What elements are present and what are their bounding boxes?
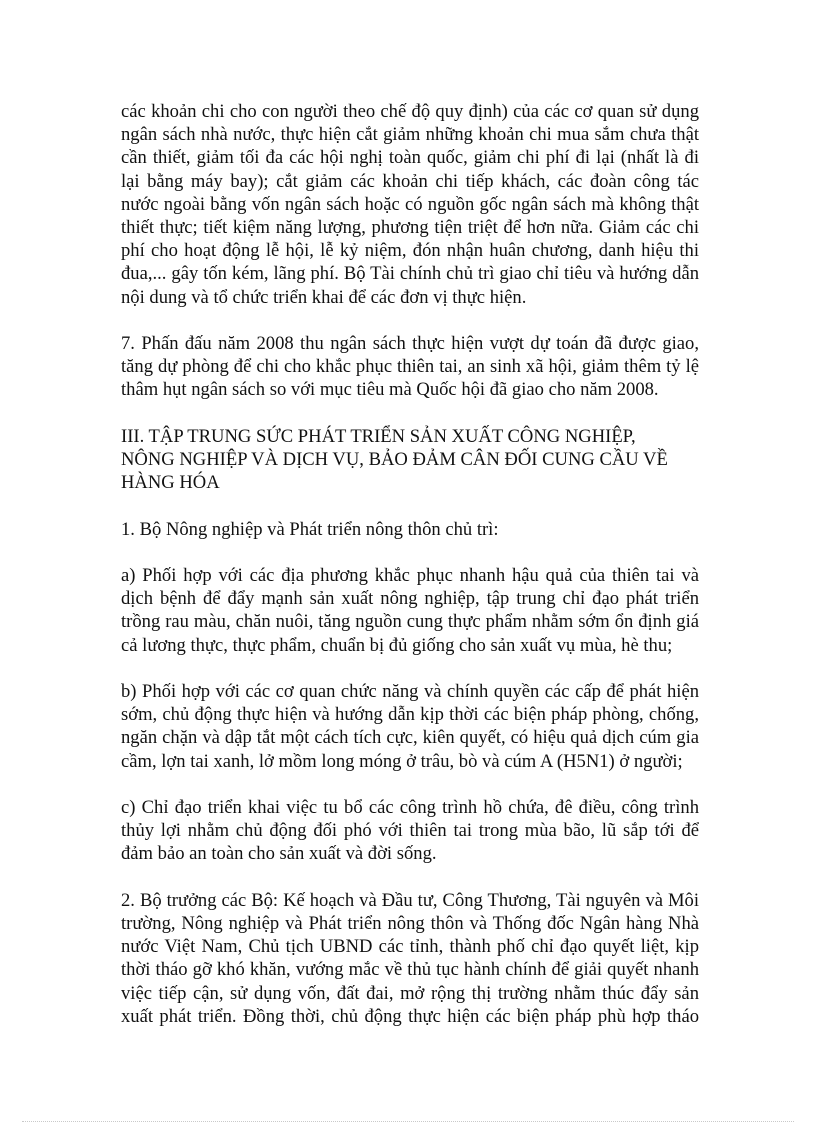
text-line: trồng rau màu, chăn nuôi, tăng nguồn cung thực phẩm nhằm sớm ổn định giá (121, 611, 699, 633)
text-line: cả lương thực, thực phẩm, chuẩn bị đủ giống cho sản xuất vụ mùa, hè thu; (121, 634, 673, 656)
text-line: đua,... gây tốn kém, lãng phí. Bộ Tài chính chủ trì giao chỉ tiêu và hướng dẫn (121, 263, 699, 285)
text-line: ngân sách nhà nước, thực hiện cắt giảm những khoản chi mua sắm chưa thật (121, 124, 699, 146)
text-line: thời tháo gỡ khó khăn, vướng mắc về thủ tục hành chính để giải quyết nhanh (121, 959, 699, 981)
text-line: xuất phát triển. Đồng thời, chủ động thực hiện các biện pháp phù hợp tháo (121, 1005, 699, 1027)
paragraph-item-a (121, 564, 699, 657)
paragraph-budget-spending (121, 100, 699, 309)
heading-line: NÔNG NGHIỆP VÀ DỊCH VỤ, BẢO ĐẢM CÂN ĐỐI CUNG CẦU VỀ (121, 449, 668, 471)
text-line: thâm hụt ngân sách so với mục tiêu mà Quốc hội đã giao cho năm 2008. (121, 379, 659, 401)
text-line: lại bằng máy bay); cắt giảm các khoản chi tiếp khách, các đoàn công tác (121, 170, 699, 192)
paragraph-item-2 (121, 889, 699, 1028)
text-line: cầm, lợn tai xanh, lở mồm long móng ở trâu, bò và cúm A (H5N1) ở người; (121, 750, 683, 772)
text-line: các khoản chi cho con người theo chế độ quy định) của các cơ quan sử dụng (121, 101, 699, 122)
text-line: nội dung và tổ chức triển khai để các đơn vị thực hiện. (121, 286, 527, 308)
section-heading-iii (121, 425, 699, 495)
text-line: nước Việt Nam, Chủ tịch UBND các tỉnh, thành phố chỉ đạo quyết liệt, kịp (121, 936, 699, 958)
text-line: dịch bệnh để đẩy mạnh sản xuất nông nghiệp, tập trung chỉ đạo phát triển (121, 588, 699, 610)
paragraph-item-b (121, 680, 699, 773)
text-line: thủy lợi nhằm chủ động đối phó với thiên tai trong mùa bão, lũ sắp tới để (121, 820, 699, 842)
heading-line: III. TẬP TRUNG SỨC PHÁT TRIỂN SẢN XUẤT CÔNG NGHIỆP, (121, 425, 636, 447)
text-line: phí cho hoạt động lễ hội, lễ kỷ niệm, đón nhận huân chương, danh hiệu thi (121, 240, 699, 262)
text-line: 1. Bộ Nông nghiệp và Phát triển nông thôn chủ trì: (121, 518, 499, 540)
text-line: sớm, chủ động thực hiện và hướng dẫn kịp thời các biện pháp phòng, chống, (121, 704, 699, 726)
text-line: việc tiếp cận, sử dụng vốn, đất đai, mở rộng thị trường nhằm thúc đẩy sản (121, 982, 699, 1004)
document-body (121, 100, 699, 1051)
text-line: thiết thực; tiết kiệm năng lượng, phương tiện triệt để hơn nữa. Giảm các chi (121, 217, 699, 239)
text-line: ngăn chặn và dập tắt một cách tích cực, kiên quyết, có hiệu quả dịch cúm gia (121, 727, 699, 749)
text-line: c) Chỉ đạo triển khai việc tu bổ các công trình hồ chứa, đê điều, công trình (121, 797, 699, 818)
paragraph-item-7 (121, 332, 699, 402)
text-line: 2. Bộ trưởng các Bộ: Kế hoạch và Đầu tư, Công Thương, Tài nguyên và Môi (121, 889, 699, 911)
text-line: đảm bảo an toàn cho sản xuất và đời sống. (121, 843, 437, 865)
paragraph-item-c (121, 796, 699, 866)
text-line: 7. Phấn đấu năm 2008 thu ngân sách thực hiện vượt dự toán đã được giao, (121, 333, 699, 355)
paragraph-item-1 (121, 518, 699, 541)
text-line: a) Phối hợp với các địa phương khắc phục nhanh hậu quả của thiên tai và (121, 565, 699, 586)
text-line: b) Phối hợp với các cơ quan chức năng và chính quyền các cấp để phát hiện (121, 681, 699, 702)
text-line: cần thiết, giảm tối đa các hội nghị toàn quốc, giảm chi phí đi lại (nhất là đi (121, 147, 699, 169)
text-line: tăng dự phòng để chi cho khắc phục thiên tai, an sinh xã hội, giảm thêm tỷ lệ (121, 356, 699, 378)
text-line: nước ngoài bằng vốn ngân sách hoặc có nguồn gốc ngân sách mà không thật (121, 193, 699, 215)
text-line: trường, Nông nghiệp và Phát triển nông thôn và Thống đốc Ngân hàng Nhà (121, 913, 699, 934)
heading-line: HÀNG HÓA (121, 472, 220, 494)
